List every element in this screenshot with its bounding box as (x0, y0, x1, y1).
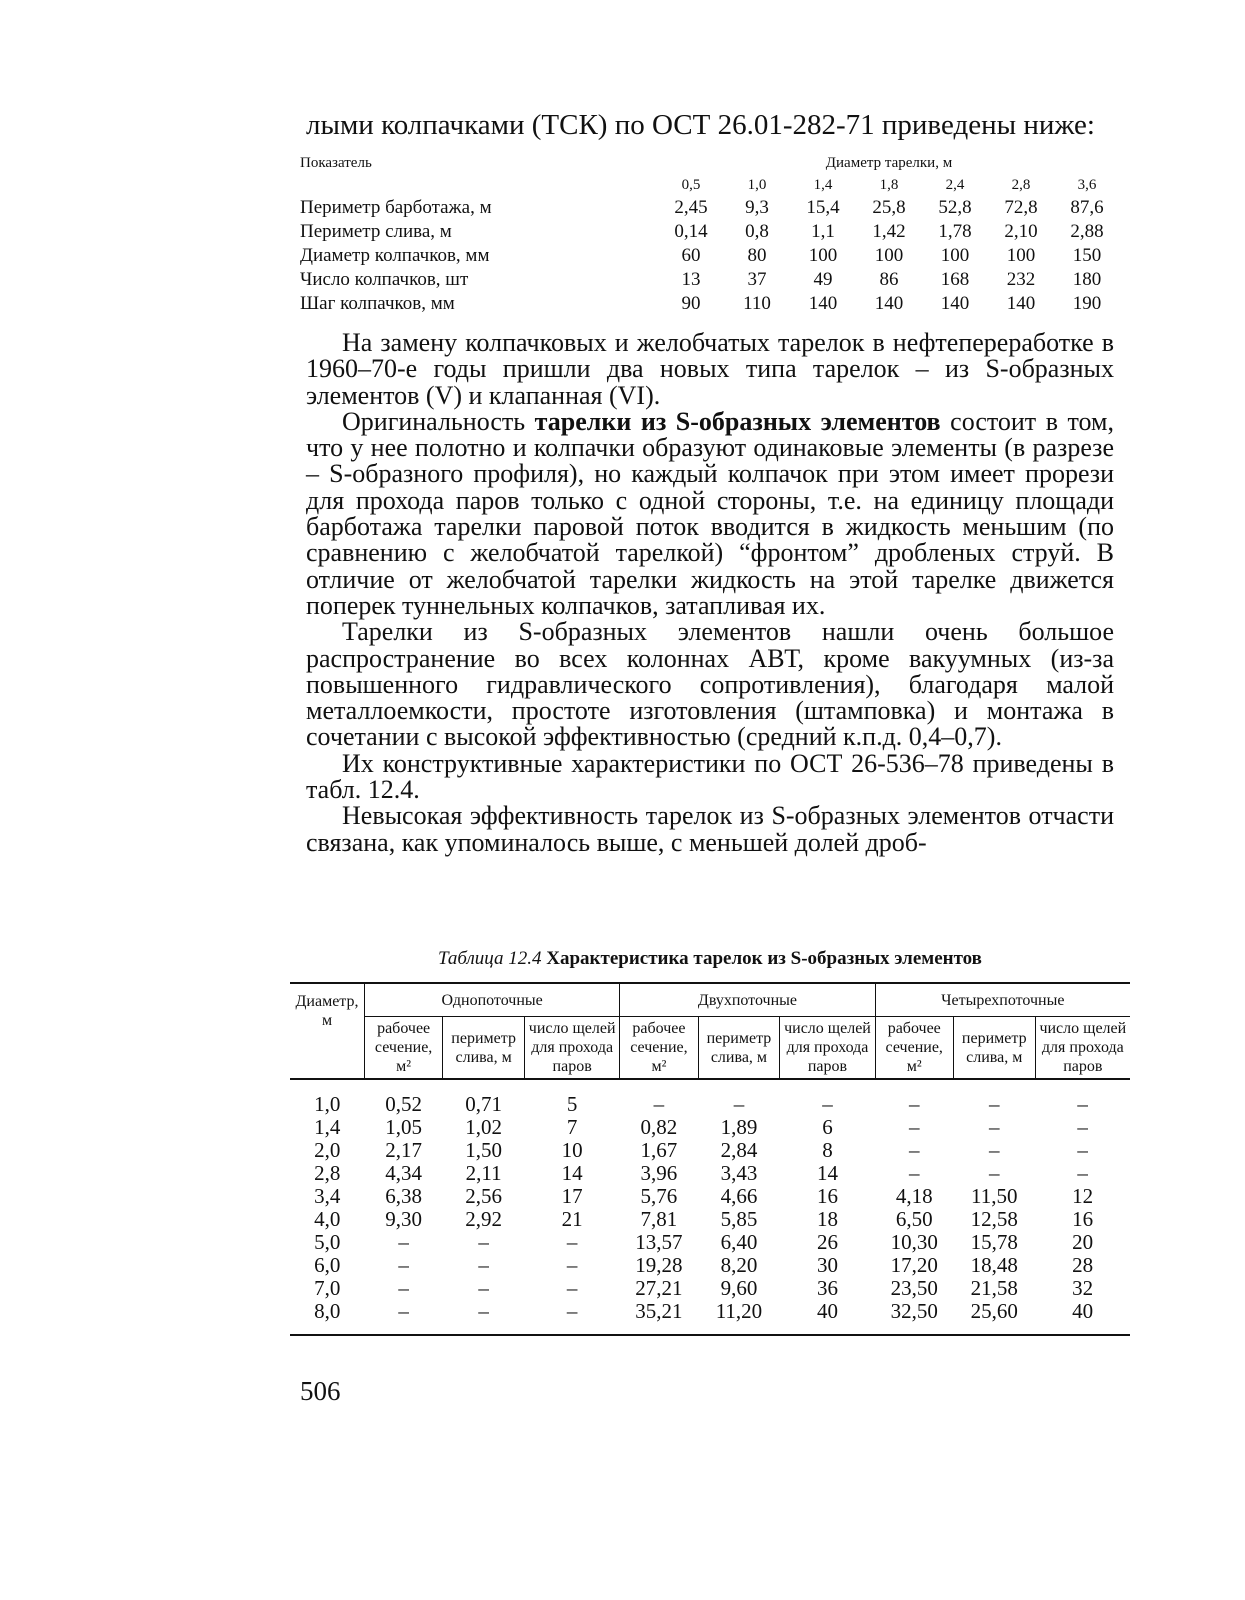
table-cell: 168 (940, 269, 970, 290)
table-cell: 7 (566, 1114, 578, 1139)
group-four-flow: Четырехпоточные (875, 983, 1130, 1017)
table-cell: 6,50 (895, 1206, 933, 1231)
table-cell: 0,52 (385, 1091, 422, 1116)
table-cell: 100 (940, 245, 970, 266)
column-subheader: число щелей для прохода паров (1035, 1017, 1130, 1080)
table-cell: – (908, 1091, 920, 1116)
column-subheader: рабочее сечение, м² (620, 1017, 698, 1080)
table-cell: 28 (1072, 1252, 1094, 1277)
table-cell: 17 (561, 1183, 583, 1208)
table-cell: 1,78 (938, 221, 972, 242)
table-cell: 15,78 (970, 1229, 1018, 1254)
column-subheader: рабочее сечение, м² (365, 1017, 443, 1080)
column-subheader: периметр слива, м (443, 1017, 525, 1080)
table-cell: – (398, 1229, 409, 1254)
table-cell: 2,56 (465, 1183, 502, 1208)
table-cell: 86 (879, 269, 899, 290)
table-cell: 6,38 (385, 1183, 422, 1208)
row-label: Число колпачков, шт (300, 269, 469, 290)
diameter-value: 3,6 (1077, 177, 1097, 193)
table-cell: 9,3 (745, 197, 769, 218)
table-cell: 13,57 (635, 1229, 683, 1254)
table-cell: 12 (1072, 1183, 1094, 1208)
row-label: Диаметр колпачков, мм (300, 245, 490, 266)
diameter-cell: 6,0 (314, 1252, 341, 1277)
table-cell: – (1077, 1114, 1088, 1139)
table-cell: 100 (1006, 245, 1036, 266)
diameter-cell: 8,0 (290, 1299, 365, 1335)
table-row (290, 1253, 1130, 1276)
small-table-header-row (300, 152, 1120, 174)
small-table-diameter-row (300, 174, 1120, 196)
table-cell: – (1077, 1091, 1088, 1116)
diameter-cell: 4,0 (314, 1206, 341, 1231)
table-cell: 1,89 (720, 1114, 758, 1139)
table-cell: – (653, 1091, 665, 1116)
table-row (290, 1138, 1130, 1161)
table-cell: – (733, 1091, 745, 1116)
table-cell: – (989, 1137, 1000, 1162)
table-row (290, 1276, 1130, 1299)
table-cell: 15,4 (806, 197, 840, 218)
table-cell: 37 (747, 269, 767, 290)
table-cell: 13 (681, 269, 701, 290)
table-row (300, 268, 1120, 292)
table-cell: – (566, 1275, 578, 1300)
diameter-cell: 2,0 (314, 1137, 341, 1162)
table-cell: 36 (816, 1275, 838, 1300)
small-table-label-header: Показатель (300, 155, 372, 171)
table-title: Характеристика тарелок из S-образных элементов (546, 948, 982, 969)
table-cell: 32 (1072, 1275, 1094, 1300)
table-cell: 2,88 (1070, 221, 1104, 242)
table-cell: 25,60 (953, 1299, 1035, 1335)
s-element-trays-table (290, 982, 1130, 1336)
diameter-cell: 2,8 (314, 1160, 341, 1185)
table-cell: – (1077, 1137, 1088, 1162)
table-cell: 9,60 (720, 1275, 758, 1300)
diameter-cell: 1,4 (314, 1114, 341, 1139)
table-cell: 27,21 (635, 1275, 683, 1300)
paragraph-2: Оригинальность тарелки из S-образных элементов состоит в том, что у нее полотно и колпачки образуют одинаковые элементы (в разрезе – S-образного профиля), но каждый колпачок при этом имеет прорези для прохода паров только с одной стороны, т.е. на единицу площади барботажа тарелки паровой поток вводится в жидкость меньшим (по сравнению с желобчатой тарелкой) “фронтом” дробленых струй. В отличие от желобчатой тарелки жидкость на этой тарелке движется поперек туннельных колпачков, затапливая их. (306, 406, 1115, 620)
table-cell: – (566, 1252, 578, 1277)
table-cell: 40 (1035, 1299, 1130, 1335)
table-cell: 14 (816, 1160, 838, 1185)
table-cell: – (989, 1160, 1000, 1185)
table-row (300, 196, 1120, 220)
table-cell: 2,45 (674, 197, 708, 218)
table-cell: 17,20 (890, 1252, 938, 1277)
table-row (300, 220, 1120, 244)
table-cell: – (398, 1275, 409, 1300)
table-caption (290, 948, 1130, 970)
page-number: 506 (300, 1376, 341, 1406)
table-cell: 1,05 (385, 1114, 422, 1139)
table-cell: 0,71 (465, 1091, 502, 1116)
big-table-body (290, 1079, 1130, 1335)
table-cell: 190 (1072, 293, 1102, 314)
small-table-body (300, 196, 1120, 316)
row-label: Периметр слива, м (300, 221, 452, 242)
table-cell: 0,8 (745, 221, 769, 242)
table-cell: – (478, 1229, 489, 1254)
table-cell: 6 (822, 1114, 833, 1139)
table-cell: 8,20 (720, 1252, 758, 1277)
table-cell: 18,48 (970, 1252, 1018, 1277)
table-cell: 23,50 (890, 1275, 938, 1300)
table-cell: 2,92 (465, 1206, 502, 1231)
table-cell: 140 (808, 293, 838, 314)
table-cell: – (566, 1229, 578, 1254)
table-cell: 32,50 (875, 1299, 953, 1335)
table-cell: 11,20 (698, 1299, 780, 1335)
table-cell: 0,14 (674, 221, 708, 242)
table-cell: 5,85 (720, 1206, 758, 1231)
table-cell: – (478, 1252, 489, 1277)
table-cell: 26 (816, 1229, 838, 1254)
table-cell: – (365, 1299, 443, 1335)
table-row (290, 1299, 1130, 1335)
table-cell: 4,34 (385, 1160, 422, 1185)
table-cell: 72,8 (1004, 197, 1038, 218)
table-cell: 3,96 (640, 1160, 678, 1185)
table-row (300, 244, 1120, 268)
table-cell: 87,6 (1070, 197, 1104, 218)
table-cell: 80 (747, 245, 767, 266)
table-cell: 10,30 (890, 1229, 938, 1254)
table-cell: 5 (566, 1091, 578, 1116)
table-cell: 180 (1072, 269, 1102, 290)
table-cell: 1,50 (465, 1137, 502, 1162)
diameter-value: 2,4 (945, 177, 965, 193)
table-cell: 60 (681, 245, 701, 266)
table-cell: – (989, 1091, 1000, 1116)
diameter-value: 1,4 (813, 177, 833, 193)
table-row (290, 1207, 1130, 1230)
column-subheader: периметр слива, м (698, 1017, 780, 1080)
table-cell: – (908, 1114, 920, 1139)
table-cell: 5,76 (640, 1183, 678, 1208)
table-cell: – (989, 1114, 1000, 1139)
table-cell: 21,58 (970, 1275, 1018, 1300)
table-cell: – (908, 1137, 920, 1162)
table-cell: 16 (1072, 1206, 1094, 1231)
table-cell: 1,02 (465, 1114, 502, 1139)
table-cell: 2,84 (720, 1137, 758, 1162)
intro-line: лыми колпачками (ТСК) по ОСТ 26.01-282-71 приведены ниже: (306, 109, 1095, 141)
diameter-cell: 1,0 (314, 1091, 341, 1116)
table-cell: 25,8 (872, 197, 906, 218)
table-cell: 4,66 (720, 1183, 758, 1208)
diameter-cell: 5,0 (314, 1229, 341, 1254)
table-cell: – (398, 1252, 409, 1277)
diameter-value: 0,5 (681, 177, 701, 193)
table-cell: 14 (561, 1160, 583, 1185)
table-cell: 49 (813, 269, 833, 290)
table-row (300, 292, 1120, 316)
paragraph-5: Невысокая эффективность тарелок из S-образных элементов отчасти связана, как упоминалось выше, с меньшей долей дроб- (306, 801, 1114, 857)
table-cell: 12,58 (970, 1206, 1018, 1231)
row-label: Периметр барботажа, м (300, 197, 492, 218)
bold-term: тарелки из S-образных элементов (534, 406, 941, 436)
table-row (290, 1230, 1130, 1253)
table-cell: 2,10 (1004, 221, 1038, 242)
table-cell: 100 (808, 245, 838, 266)
table-cell: 0,82 (640, 1114, 678, 1139)
table-cell: 4,18 (895, 1183, 933, 1208)
table-cell: 1,42 (872, 221, 906, 242)
table-cell: 30 (816, 1252, 838, 1277)
table-cell: 7,81 (640, 1206, 678, 1231)
table-cell: 19,28 (635, 1252, 683, 1277)
diameter-value: 1,0 (747, 177, 767, 193)
body-text (306, 330, 1114, 856)
table-row (290, 1115, 1130, 1138)
diameter-value: 2,8 (1011, 177, 1031, 193)
table-cell: 18 (816, 1206, 838, 1231)
paragraph-1: На замену колпачковых и желобчатых тарелок в нефтепереработке в 1960–70-е годы пришли два новых типа тарелок – из S-образных элементов (V) и клапанная (VI). (306, 328, 1114, 410)
table-cell: – (822, 1091, 833, 1116)
table-cell: 150 (1072, 245, 1102, 266)
diameter-cell: 7,0 (314, 1275, 341, 1300)
table-cell: 1,67 (640, 1137, 678, 1162)
table-cell: 21 (561, 1206, 583, 1231)
column-subheader: число щелей для прохода паров (780, 1017, 875, 1080)
table-cell: 8 (822, 1137, 833, 1162)
table-cell: 52,8 (938, 197, 972, 218)
diameter-value: 1,8 (879, 177, 899, 193)
group-two-flow: Двухпоточные (620, 983, 875, 1017)
paragraph-4: Их конструктивные характеристики по ОСТ 26-536–78 приведены в табл. 12.4. (306, 748, 1114, 805)
table-cell: – (443, 1299, 525, 1335)
table-cell: 40 (780, 1299, 875, 1335)
table-row (290, 1161, 1130, 1184)
column-subheader: рабочее сечение, м² (875, 1017, 953, 1080)
paragraph-3: Тарелки из S-образных элементов нашли очень большое распространение во всех колоннах АВТ, кроме вакуумных (из-за повышенного гидравлического сопротивления), благодаря малой металлоемкости, простоте изготовления (штамповка) и монтажа в сочетании с высокой эффективностью (средний к.п.д. 0,4–0,7). (306, 617, 1114, 752)
table-cell: 35,21 (620, 1299, 698, 1335)
table-cell: – (908, 1160, 920, 1185)
diameter-header: Диаметр, м (290, 983, 365, 1079)
table-row (290, 1184, 1130, 1207)
table-row (290, 1079, 1130, 1115)
table-cell: 10 (561, 1137, 583, 1162)
subheader-row (290, 1017, 1130, 1080)
table-cell: 140 (874, 293, 904, 314)
table-cell: 90 (681, 293, 701, 314)
table-cell: 6,40 (720, 1229, 758, 1254)
table-cell: 1,1 (811, 221, 835, 242)
table-cell: – (1077, 1160, 1088, 1185)
table-cell: 232 (1006, 269, 1036, 290)
table-cell: 2,17 (385, 1137, 422, 1162)
group-header-row (290, 983, 1130, 1017)
group-single-flow: Однопоточные (365, 983, 620, 1017)
table-cell: 2,11 (465, 1160, 502, 1185)
diameter-cell: 3,4 (314, 1183, 341, 1208)
column-subheader: число щелей для прохода паров (525, 1017, 620, 1080)
table-cell: – (478, 1275, 489, 1300)
table-cell: – (525, 1299, 620, 1335)
table-cell: 16 (816, 1183, 838, 1208)
table-cell: 20 (1072, 1229, 1094, 1254)
bubble-cap-table (300, 152, 1120, 316)
table-cell: 3,43 (720, 1160, 758, 1185)
table-cell: 11,50 (971, 1183, 1018, 1208)
small-table-caption: Диаметр тарелки, м (825, 155, 953, 171)
table-cell: 140 (1006, 293, 1036, 314)
row-label: Шаг колпачков, мм (300, 293, 455, 314)
table-cell: 110 (743, 293, 771, 314)
table-cell: 100 (874, 245, 904, 266)
table-number: Таблица 12.4 (438, 948, 542, 969)
table-cell: 140 (940, 293, 970, 314)
column-subheader: периметр слива, м (953, 1017, 1035, 1080)
table-cell: 9,30 (385, 1206, 422, 1231)
